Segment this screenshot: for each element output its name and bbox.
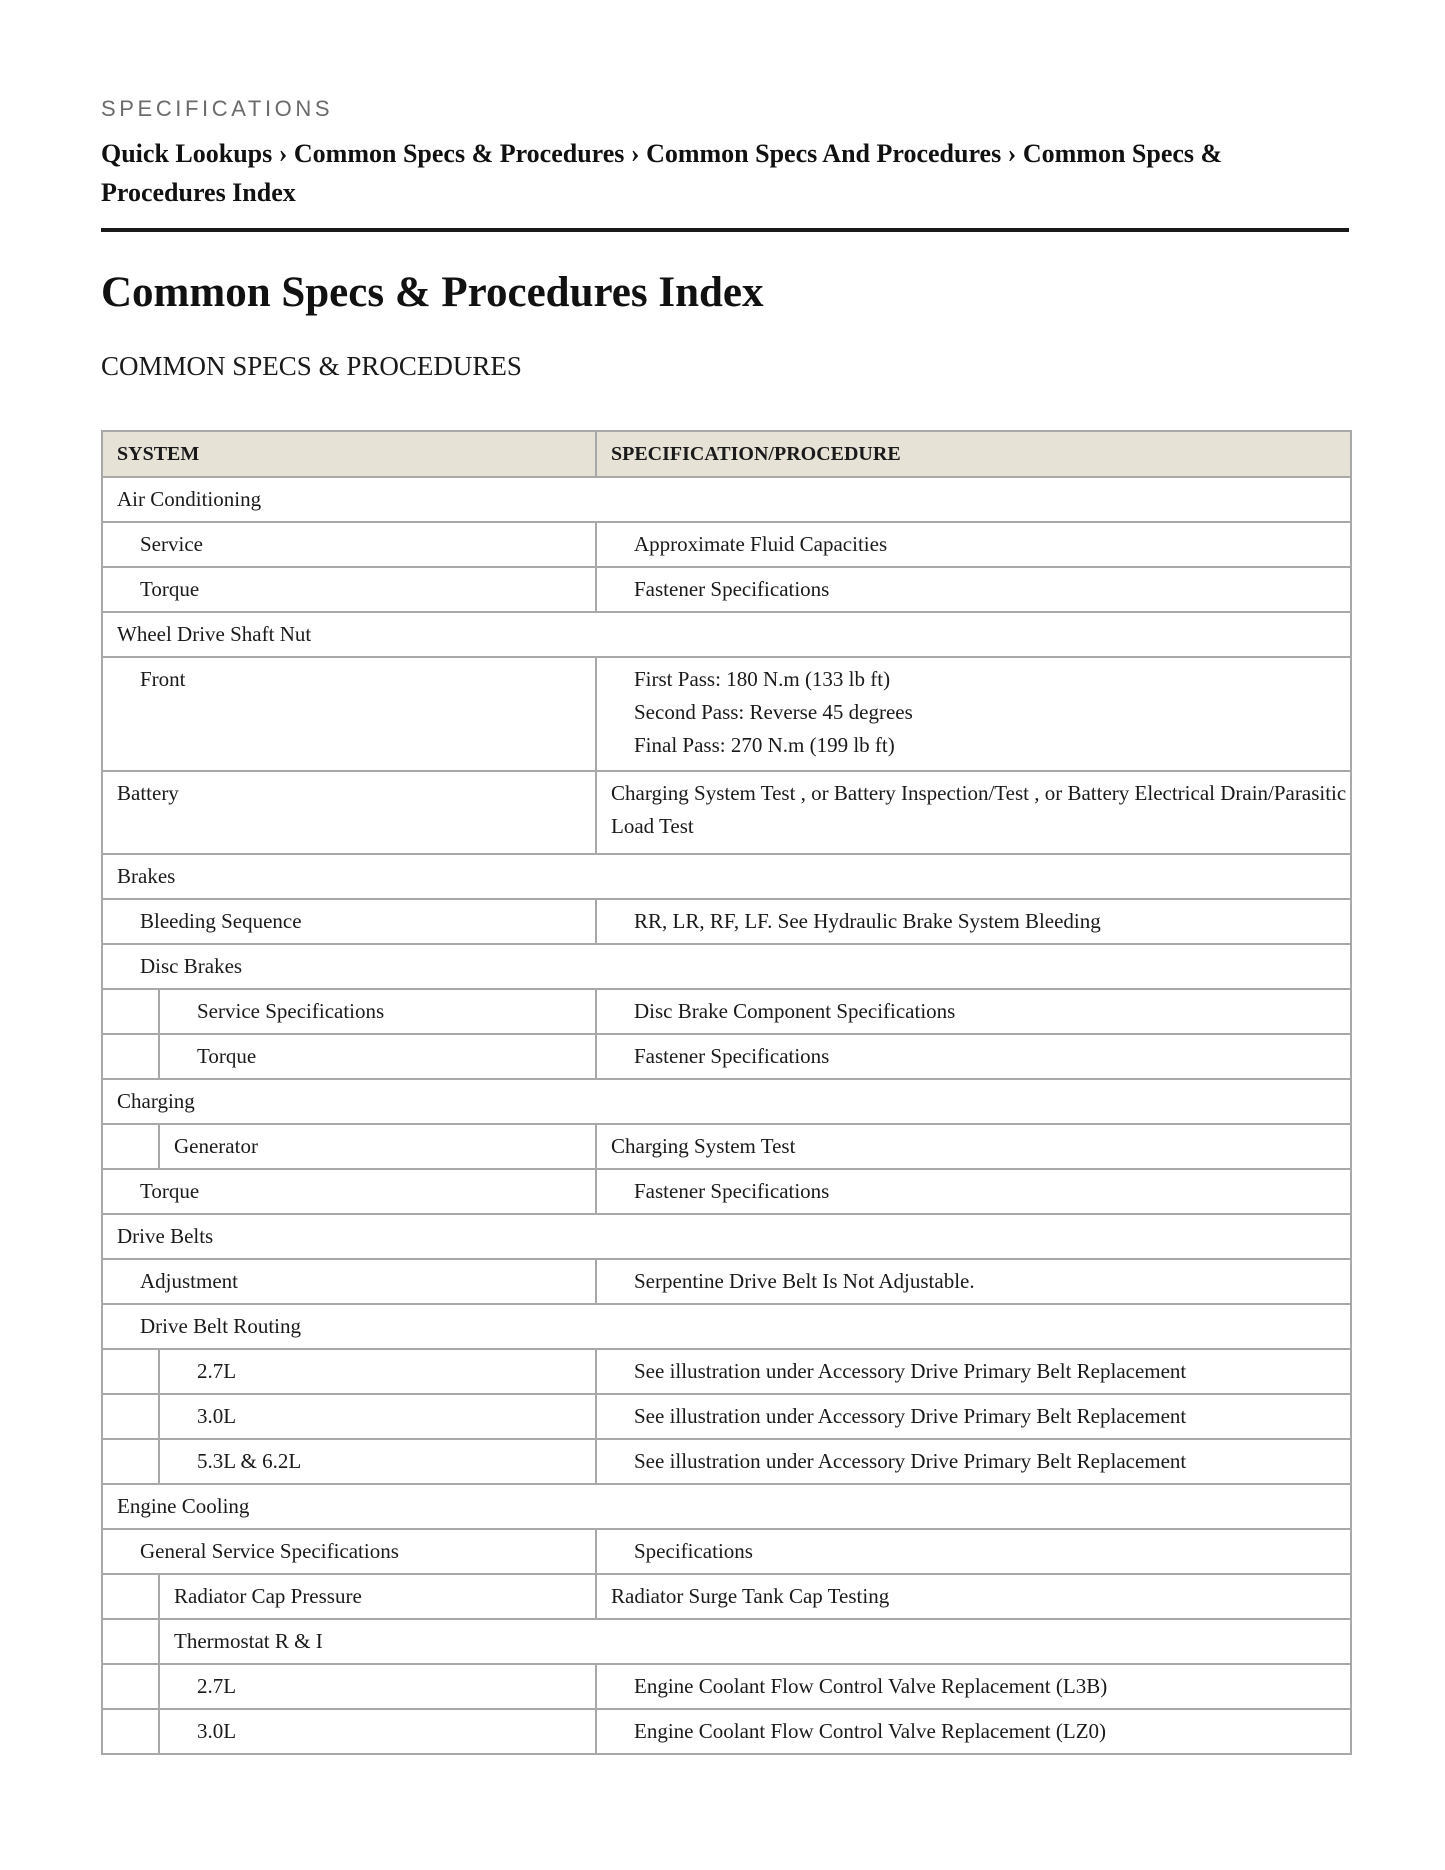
table-row [102, 944, 1351, 989]
system-cell: General Service Specifications [102, 1529, 596, 1574]
table-row [102, 1484, 1351, 1529]
system-cell: 3.0L [159, 1394, 596, 1439]
table-row [102, 1664, 1351, 1709]
indent-cell [102, 1619, 159, 1664]
indent-cell [102, 1664, 159, 1709]
spec-cell[interactable]: Disc Brake Component Specifications [596, 989, 1351, 1034]
spec-cell[interactable]: See illustration under Accessory Drive Primary Belt Replacement [596, 1439, 1351, 1484]
indent-cell [102, 1034, 159, 1079]
group-cell: Brakes [102, 854, 1351, 899]
system-cell: Front [102, 657, 596, 771]
spec-cell[interactable]: Engine Coolant Flow Control Valve Replacement (L3B) [596, 1664, 1351, 1709]
spec-line: Final Pass: 270 N.m (199 lb ft) [634, 733, 895, 757]
column-header-spec: SPECIFICATION/PROCEDURE [596, 431, 1351, 477]
table-header-row [102, 431, 1351, 477]
system-cell: Adjustment [102, 1259, 596, 1304]
spec-cell[interactable]: Specifications [596, 1529, 1351, 1574]
table-row [102, 1259, 1351, 1304]
spec-cell[interactable]: Fastener Specifications [596, 1169, 1351, 1214]
indent-cell [102, 1574, 159, 1619]
system-cell: Torque [102, 1169, 596, 1214]
spec-cell: Serpentine Drive Belt Is Not Adjustable. [596, 1259, 1351, 1304]
table-row [102, 1439, 1351, 1484]
page-title: Common Specs & Procedures Index [101, 269, 764, 316]
spec-cell [596, 657, 1351, 771]
table-row [102, 612, 1351, 657]
system-cell: Radiator Cap Pressure [159, 1574, 596, 1619]
table-row [102, 899, 1351, 944]
table-row [102, 1214, 1351, 1259]
spec-cell[interactable]: Fastener Specifications [596, 567, 1351, 612]
table-row [102, 1709, 1351, 1754]
system-cell: Bleeding Sequence [102, 899, 596, 944]
section-kicker: SPECIFICATIONS [101, 96, 334, 121]
table-row [102, 989, 1351, 1034]
spec-cell[interactable]: See illustration under Accessory Drive Primary Belt Replacement [596, 1394, 1351, 1439]
group-cell: Thermostat R & I [159, 1619, 1351, 1664]
indent-cell [102, 1124, 159, 1169]
table-row [102, 477, 1351, 522]
spec-line: Second Pass: Reverse 45 degrees [634, 700, 913, 724]
breadcrumb[interactable]: Quick Lookups › Common Specs & Procedures › Common Specs And Procedures › Common Specs & Procedures Index [101, 139, 1223, 207]
spec-cell[interactable]: Radiator Surge Tank Cap Testing [596, 1574, 1351, 1619]
table-row [102, 1529, 1351, 1574]
spec-cell[interactable]: Charging System Test , or Battery Inspection/Test , or Battery Electrical Drain/Parasitic Load Test [596, 771, 1351, 854]
section-title: COMMON SPECS & PROCEDURES [101, 351, 522, 381]
indent-cell [102, 1709, 159, 1754]
indent-cell [102, 1394, 159, 1439]
group-cell: Engine Cooling [102, 1484, 1351, 1529]
table-row [102, 657, 1351, 771]
group-cell: Disc Brakes [102, 944, 1351, 989]
system-cell: Torque [159, 1034, 596, 1079]
spec-cell[interactable]: Charging System Test [596, 1124, 1351, 1169]
group-cell: Charging [102, 1079, 1351, 1124]
system-cell: Service [102, 522, 596, 567]
table-row [102, 1394, 1351, 1439]
indent-cell [102, 1439, 159, 1484]
specs-table [101, 430, 1352, 1755]
system-cell: Service Specifications [159, 989, 596, 1034]
spec-cell[interactable]: Approximate Fluid Capacities [596, 522, 1351, 567]
group-cell: Wheel Drive Shaft Nut [102, 612, 1351, 657]
spec-cell[interactable]: Fastener Specifications [596, 1034, 1351, 1079]
system-cell: 5.3L & 6.2L [159, 1439, 596, 1484]
column-header-system: SYSTEM [102, 431, 596, 477]
table-row [102, 1349, 1351, 1394]
header-divider [101, 228, 1349, 232]
table-row [102, 771, 1351, 854]
indent-cell [102, 1349, 159, 1394]
table-row [102, 1124, 1351, 1169]
system-cell: 3.0L [159, 1709, 596, 1754]
group-cell: Drive Belt Routing [102, 1304, 1351, 1349]
spec-cell[interactable]: See illustration under Accessory Drive Primary Belt Replacement [596, 1349, 1351, 1394]
table-row [102, 567, 1351, 612]
system-cell: Torque [102, 567, 596, 612]
table-row [102, 1079, 1351, 1124]
table-row [102, 522, 1351, 567]
group-cell: Drive Belts [102, 1214, 1351, 1259]
table-row [102, 1619, 1351, 1664]
system-cell: Generator [159, 1124, 596, 1169]
spec-cell[interactable]: RR, LR, RF, LF. See Hydraulic Brake System Bleeding [596, 899, 1351, 944]
table-row [102, 1034, 1351, 1079]
table-row [102, 1169, 1351, 1214]
system-cell: Battery [102, 771, 596, 854]
system-cell: 2.7L [159, 1349, 596, 1394]
spec-cell[interactable]: Engine Coolant Flow Control Valve Replacement (LZ0) [596, 1709, 1351, 1754]
table-row [102, 854, 1351, 899]
table-row [102, 1304, 1351, 1349]
indent-cell [102, 989, 159, 1034]
system-cell: 2.7L [159, 1664, 596, 1709]
table-row [102, 1574, 1351, 1619]
group-cell: Air Conditioning [102, 477, 1351, 522]
spec-line: First Pass: 180 N.m (133 lb ft) [634, 667, 891, 691]
